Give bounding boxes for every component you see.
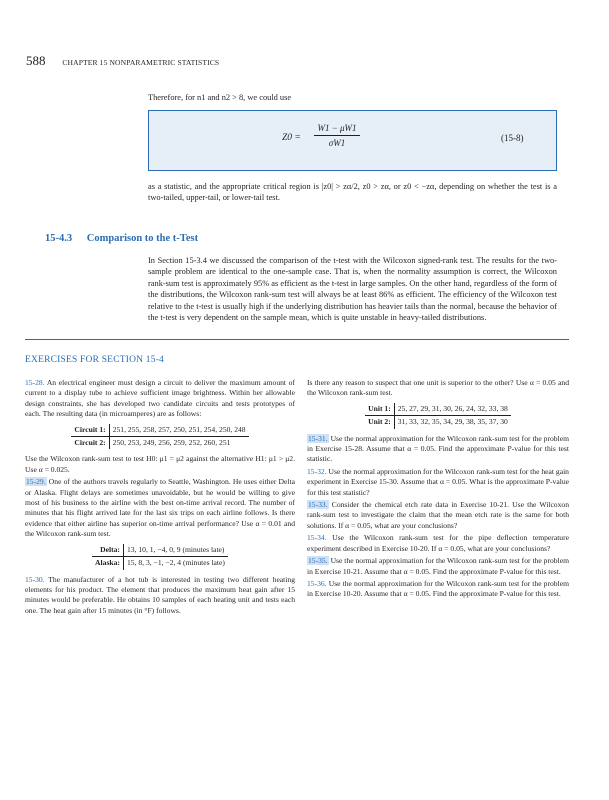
table-row: Unit 2: 31, 33, 32, 35, 34, 29, 38, 35, 37, 30 bbox=[365, 416, 511, 429]
page-header bbox=[26, 53, 219, 69]
after-equation-text: as a statistic, and the appropriate critical region is |z0| > zα/2, z0 > zα, or z0 < −zα, depending on whether the test is a two-tailed, upper-tail, or lower-tail test. bbox=[148, 182, 557, 203]
section-title: Comparison to the t-Test bbox=[86, 233, 199, 244]
exercise-15-29: 15-29. One of the authors travels regularly to Seattle, Washington. He uses either Delta or Alaska. Flight delays are sometimes unavoidable, but he would be willing to give most of his business to the airline with the best on-time arrival record. The number of minutes that his flight arrived late for the last six trips on each airline follows. Is there evidence that either airline has superior on-time arrival performance? Use α = 0.01 and the Wilcoxon rank-sum test. bbox=[25, 477, 295, 539]
exercises-right-column bbox=[307, 378, 569, 602]
exercise-15-35: 15-35. Use the normal approximation for the Wilcoxon rank-sum test for the problem in Exercise 10-21. Assume that α = 0.05. Find the approximate P-value for this test. bbox=[307, 556, 569, 576]
chapter-title: CHAPTER 15 NONPARAMETRIC STATISTICS bbox=[62, 58, 220, 67]
table-row: Alaska: 15, 8, 3, −1, −2, 4 (minutes late) bbox=[92, 557, 228, 570]
circuit-data-table bbox=[71, 424, 248, 450]
exercise-15-32: 15-32. Use the normal approximation for the Wilcoxon rank-sum test for the heat gain experiment in Exercise 15-30. Assume that α = 0.05. What is the approximate P-value for this test statistic? bbox=[307, 466, 569, 497]
exercise-15-31: 15-31. Use the normal approximation for the Wilcoxon rank-sum test for the problem in Exercise 15-28. Assume that α = 0.05. Find the approximate P-value for this test statistic. bbox=[307, 433, 569, 464]
airline-data-table bbox=[92, 544, 228, 570]
table-row: Circuit 2: 250, 253, 249, 256, 259, 252, 260, 251 bbox=[71, 437, 248, 450]
section-number: 15-4.3 bbox=[45, 233, 73, 244]
exercise-15-30-continued: Is there any reason to suspect that one unit is superior to the other? Use α = 0.05 and the Wilcoxon rank-sum test. bbox=[307, 378, 569, 398]
page-number: 588 bbox=[26, 53, 46, 68]
equation-fraction bbox=[314, 123, 360, 148]
table-row: Circuit 1: 251, 255, 258, 257, 250, 251, 254, 250, 248 bbox=[71, 424, 248, 437]
exercises-heading: EXERCISES FOR SECTION 15-4 bbox=[25, 355, 165, 365]
table-row: Unit 1: 25, 27, 29, 31, 30, 26, 24, 32, 33, 38 bbox=[365, 403, 511, 416]
section-heading bbox=[45, 233, 198, 244]
exercise-15-34: 15-34. Use the Wilcoxon rank-sum test for the pipe deflection temperature experiment described in Exercise 10-20. If α = 0.05, what are your conclusions? bbox=[307, 533, 569, 553]
exercise-15-36: 15-36. Use the normal approximation for the Wilcoxon rank-sum test for the problem in Exercise 10-20. Assume that α = 0.05. Find the approximate P-value for this test. bbox=[307, 578, 569, 599]
divider bbox=[25, 339, 569, 340]
intro-text: Therefore, for n1 and n2 > 8, we could use bbox=[148, 93, 292, 102]
exercise-15-30: 15-30. The manufacturer of a hot tub is interested in testing two different heating elements for his product. The element that produces the maximum heat gain after 15 minutes would be preferable. He obtains 10 samples of each heating unit and tests each one. The heat gain after 15 minutes (in °F) follows. bbox=[25, 574, 295, 615]
fraction-bar bbox=[314, 135, 360, 136]
equation-lhs: Z0 = bbox=[282, 133, 301, 143]
equation-numerator: W1 − μW1 bbox=[317, 123, 357, 133]
exercise-15-28: 15-28. An electrical engineer must design a circuit to deliver the maximum amount of current to a display tube to achieve sufficient image brightness. Within her allowable design constraints, she has developed two candidate circuits and tests prototypes of each. The resulting data (in microamperes) are as follows: bbox=[25, 378, 295, 419]
exercise-15-33: 15-33. Consider the chemical etch rate data in Exercise 10-21. Use the Wilcoxon rank-sum test to investigate the claim that the mean etch rate is the same for both solutions. If α = 0.05, what are your conclusions? bbox=[307, 500, 569, 530]
table-row: Delta: 13, 10, 1, −4, 0, 9 (minutes late) bbox=[92, 544, 228, 557]
equation-denominator: σW1 bbox=[328, 138, 346, 148]
equation-box bbox=[148, 110, 557, 171]
unit-data-table bbox=[365, 403, 511, 429]
equation-number: (15-8) bbox=[501, 133, 524, 143]
exercise-15-28-question: Use the Wilcoxon rank-sum test to test H0: μ1 = μ2 against the alternative H1: μ1 > μ2. Use α = 0.025. bbox=[25, 454, 295, 474]
section-body: In Section 15-3.4 we discussed the comparison of the t-test with the Wilcoxon signed-rank test. The results for the two-sample problem are identical to the one-sample case. That is, when the normality assumption is correct, the Wilcoxon rank-sum test is approximately 95% as efficient as the t-test in large samples. On the other hand, regardless of the form of the distributions, the Wilcoxon rank-sum test will always be at least 86% as efficient. The efficiency of the Wilcoxon test relative to the t-test is usually high if the underlying distribution has heavier tails than the normal, because the behavior of the t-test is very dependent on the sample mean, which is quite unstable in heavy-tailed distributions. bbox=[148, 256, 557, 323]
exercises-left-column bbox=[25, 378, 295, 618]
